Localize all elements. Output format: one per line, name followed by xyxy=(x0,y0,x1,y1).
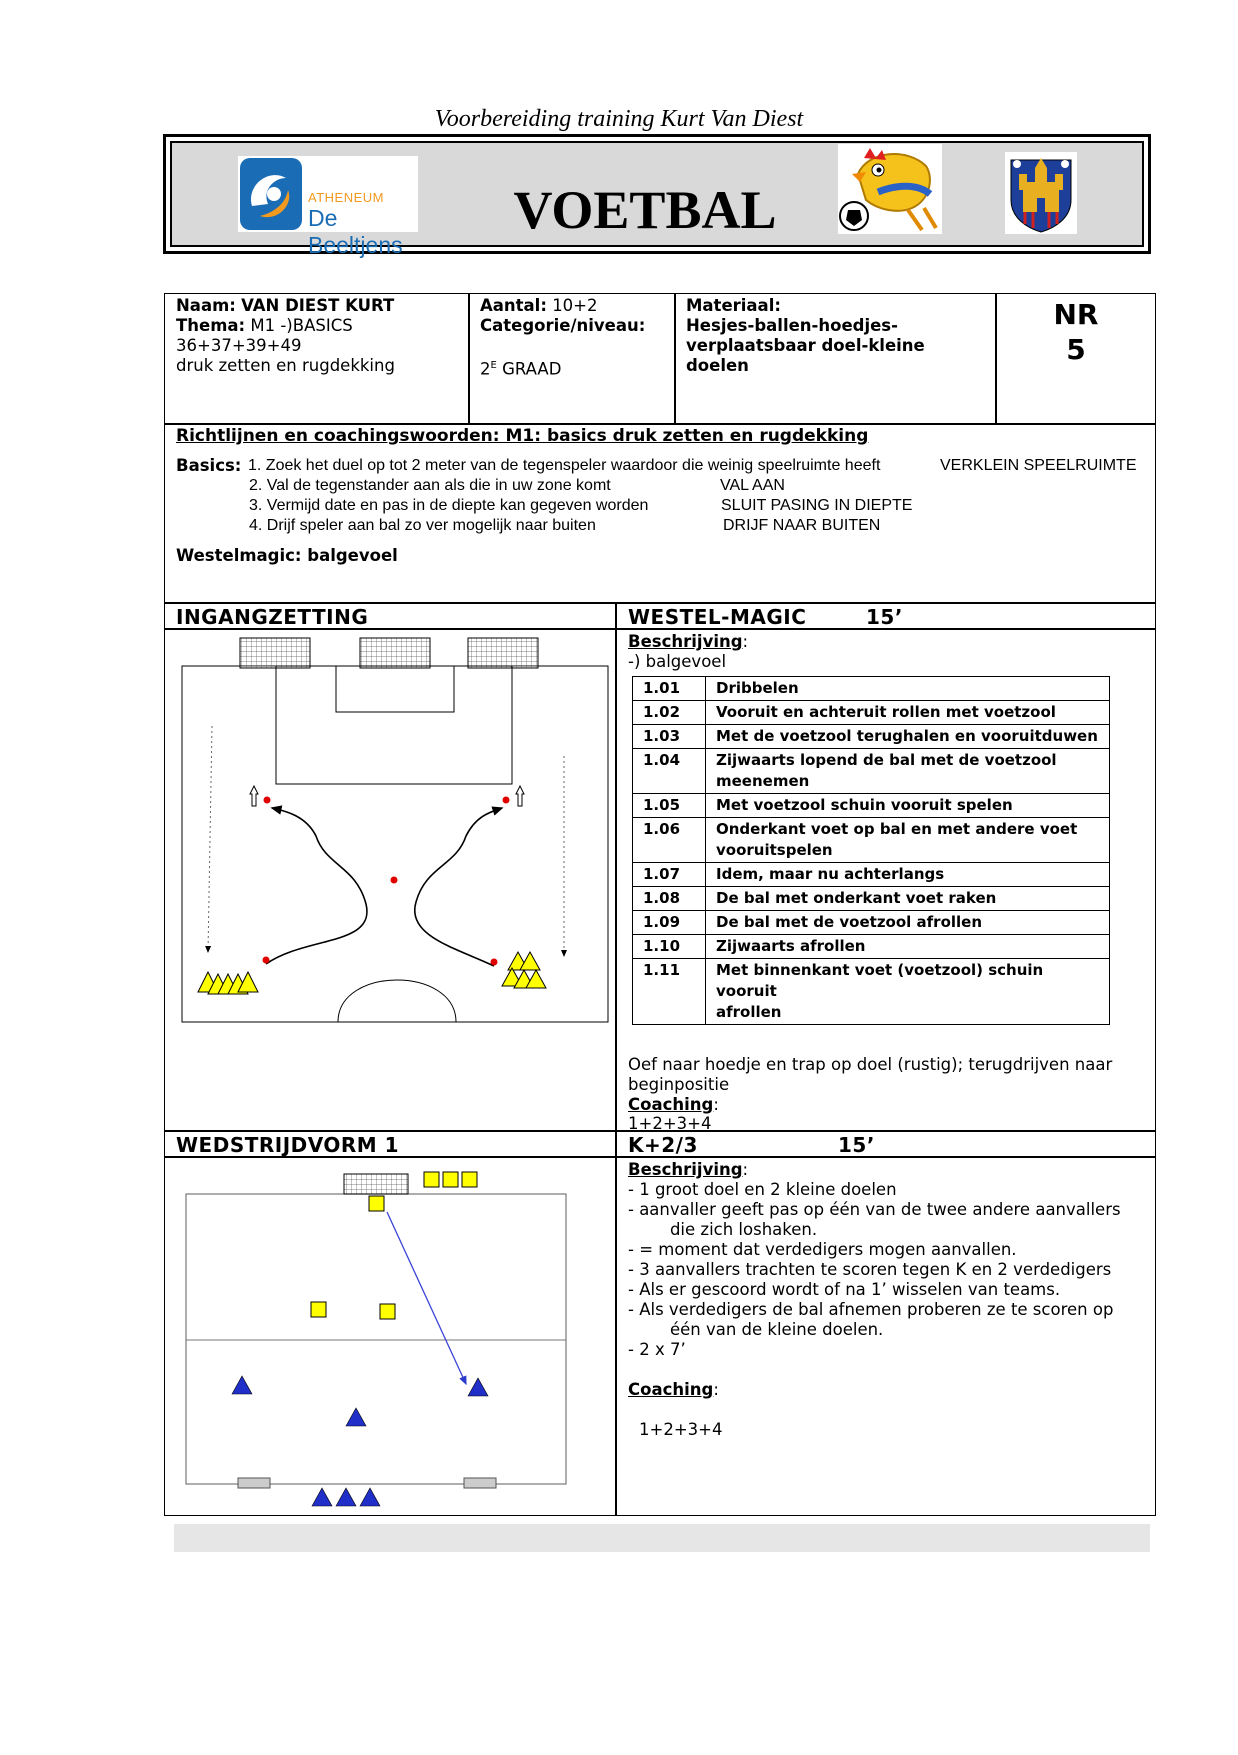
aantal-label: Aantal: xyxy=(480,296,547,315)
goal-icon xyxy=(360,638,430,668)
page-title: VOETBAL xyxy=(513,180,777,240)
exercise-description xyxy=(706,911,1110,935)
materiaal-line-3: doelen xyxy=(686,356,749,375)
exercise-row xyxy=(633,935,1110,959)
thema-row xyxy=(176,316,353,336)
exercise-row xyxy=(633,818,1110,863)
exercise-line: Onderkant voet op bal en met andere voet xyxy=(716,820,1078,838)
exercise-line: De bal met onderkant voet raken xyxy=(716,889,997,907)
exercise-row xyxy=(633,863,1110,887)
basics-keyword-1: VERKLEIN SPEELRUIMTE xyxy=(940,457,1137,474)
cone-icon xyxy=(312,1488,332,1506)
basics-item-1: 1. Zoek het duel op tot 2 meter van de tegenspeler waardoor die weinig speelruimte heeft xyxy=(248,457,881,474)
exercise-line: De bal met de voetzool afrollen xyxy=(716,913,983,931)
section1-oef-line2: beginpositie xyxy=(628,1075,730,1094)
exercise-description xyxy=(706,701,1110,725)
exercise-line: Met binnenkant voet (voetzool) schuin vooruit xyxy=(716,961,1044,1000)
graad-sup: E xyxy=(490,360,497,371)
basics-keyword-4: DRIJF NAAR BUITEN xyxy=(723,517,881,534)
exercise-number: 1.05 xyxy=(633,794,706,818)
goal-icon xyxy=(240,638,310,668)
nr-value: 5 xyxy=(1066,333,1086,366)
goal-icon xyxy=(344,1174,408,1194)
exercise-line: Zijwaarts lopend de bal met de voetzool xyxy=(716,751,1057,769)
exercise-number: 1.06 xyxy=(633,818,706,863)
cone-icon xyxy=(443,1172,458,1187)
graad-num: 2 xyxy=(480,359,491,379)
thema-line2: 36+37+39+49 xyxy=(176,336,302,355)
section2-coaching: Coaching: xyxy=(628,1380,719,1399)
exercise-number: 1.11 xyxy=(633,959,706,1025)
goal-icon xyxy=(238,1478,270,1488)
section2-line-6: - Als er gescoord wordt of na 1’ wisselen van teams. xyxy=(628,1280,1061,1299)
section1-coaching-value: 1+2+3+4 xyxy=(628,1114,712,1133)
basics-item-4: 4. Drijf speler aan bal zo ver mogelijk naar buiten xyxy=(249,517,596,534)
materiaal-line-2: verplaatsbaar doel-kleine xyxy=(686,336,925,355)
exercise-row xyxy=(633,701,1110,725)
exercise-description xyxy=(706,959,1110,1025)
beschrijving-label: Beschrijving xyxy=(628,632,743,651)
section2-right-title: K+2/3 xyxy=(628,1133,698,1157)
section1-oef-line1: Oef naar hoedje en trap op doel (rustig); terugdrijven naar xyxy=(628,1055,1113,1074)
section1-right-title: WESTEL-MAGIC xyxy=(628,605,807,629)
cone-icon xyxy=(311,1302,326,1317)
section2-beschrijving: Beschrijving: xyxy=(628,1160,749,1179)
exercise-line: afrollen xyxy=(716,1003,782,1021)
naam-row xyxy=(176,296,394,316)
coaching-label: Coaching xyxy=(628,1095,714,1114)
materiaal-line-1: Hesjes-ballen-hoedjes- xyxy=(686,316,898,335)
exercise-table xyxy=(632,676,1110,1025)
section2-line-4: - = moment dat verdedigers mogen aanvallen. xyxy=(628,1240,1017,1259)
exercise-line: Zijwaarts afrollen xyxy=(716,937,866,955)
exercise-line: Met voetzool schuin vooruit spelen xyxy=(716,796,1013,814)
coaching-label: Coaching xyxy=(628,1380,714,1399)
basics-keyword-3: SLUIT PASING IN DIEPTE xyxy=(721,497,913,514)
naam-label: Naam: xyxy=(176,296,236,315)
page-subtitle: Voorbereiding training Kurt Van Diest xyxy=(434,106,804,132)
exercise-line: meenemen xyxy=(716,772,810,790)
aantal-row xyxy=(480,296,598,316)
exercise-row xyxy=(633,959,1110,1025)
nr-label: NR xyxy=(1053,298,1099,331)
footer-bar xyxy=(174,1524,1150,1552)
westelmagic-line: Westelmagic: balgevoel xyxy=(176,546,398,565)
exercise-number: 1.08 xyxy=(633,887,706,911)
basics-item-3: 3. Vermijd date en pas in de diepte kan gegeven worden xyxy=(249,497,649,514)
exercise-number: 1.10 xyxy=(633,935,706,959)
exercise-row xyxy=(633,911,1110,935)
exercise-description xyxy=(706,749,1110,794)
section1-coaching: Coaching: xyxy=(628,1095,719,1114)
exercise-number: 1.09 xyxy=(633,911,706,935)
section2-line-8: één van de kleine doelen. xyxy=(628,1320,884,1339)
basics-label: Basics: xyxy=(176,456,242,475)
exercise-row xyxy=(633,887,1110,911)
exercise-number: 1.03 xyxy=(633,725,706,749)
exercise-line: Idem, maar nu achterlangs xyxy=(716,865,945,883)
section1-beschrijving: Beschrijving: xyxy=(628,632,749,651)
exercise-number: 1.07 xyxy=(633,863,706,887)
exercise-description xyxy=(706,935,1110,959)
aantal-value: 10+2 xyxy=(552,296,598,315)
exercise-description xyxy=(706,887,1110,911)
pitch-diagram xyxy=(176,636,616,1028)
section1-intro: -) balgevoel xyxy=(628,652,727,671)
exercise-number: 1.01 xyxy=(633,677,706,701)
cone-icon xyxy=(424,1172,439,1187)
categorie-label: Categorie/niveau: xyxy=(480,316,646,335)
match-diagram xyxy=(176,1164,596,1514)
cone-icon xyxy=(369,1196,384,1211)
city-coat-of-arms xyxy=(1005,152,1077,234)
cone-icon xyxy=(462,1172,477,1187)
thema-line3: druk zetten en rugdekking xyxy=(176,356,395,375)
exercise-line: Dribbelen xyxy=(716,679,799,697)
section2-line-5: - 3 aanvallers trachten te scoren tegen K en 2 verdedigers xyxy=(628,1260,1112,1279)
basics-keyword-2: VAL AAN xyxy=(720,477,785,494)
section2-line-1: - 1 groot doel en 2 kleine doelen xyxy=(628,1180,897,1199)
exercise-description xyxy=(706,794,1110,818)
section2-line-7: - Als verdedigers de bal afnemen proberen ze te scoren op xyxy=(628,1300,1114,1319)
section2-left-title: WEDSTRIJDVORM 1 xyxy=(176,1133,400,1157)
atheneum-logo xyxy=(238,156,418,258)
exercise-description xyxy=(706,863,1110,887)
exercise-description xyxy=(706,677,1110,701)
logo-big-text: De Beeltjens xyxy=(308,205,403,258)
section1-left-title: INGANGZETTING xyxy=(176,605,369,629)
exercise-number: 1.04 xyxy=(633,749,706,794)
section2-line-3: die zich loshaken. xyxy=(628,1220,818,1239)
thema-label: Thema: xyxy=(176,316,246,335)
goal-icon xyxy=(468,638,538,668)
graad-text: GRAAD xyxy=(502,359,562,379)
section1-time: 15’ xyxy=(866,605,903,629)
cone-icon xyxy=(360,1488,380,1506)
rooster-mascot-logo xyxy=(838,144,942,234)
materiaal-label: Materiaal: xyxy=(686,296,781,315)
exercise-description xyxy=(706,725,1110,749)
section2-time: 15’ xyxy=(838,1133,875,1157)
guidelines-heading: Richtlijnen en coachingswoorden: M1: basics druk zetten en rugdekking xyxy=(176,426,869,446)
exercise-row xyxy=(633,677,1110,701)
section2-line-9: - 2 x 7’ xyxy=(628,1340,686,1359)
cone-icon xyxy=(380,1304,395,1319)
cone-icon xyxy=(336,1488,356,1506)
goal-icon xyxy=(464,1478,496,1488)
exercise-number: 1.02 xyxy=(633,701,706,725)
naam-value: VAN DIEST KURT xyxy=(241,296,395,315)
beschrijving-label: Beschrijving xyxy=(628,1160,743,1179)
exercise-row xyxy=(633,725,1110,749)
basics-item-2: 2. Val de tegenstander aan als die in uw zone komt xyxy=(249,477,611,494)
exercise-description xyxy=(706,818,1110,863)
section2-coaching-value: 1+2+3+4 xyxy=(639,1420,723,1439)
exercise-row xyxy=(633,794,1110,818)
thema-value: M1 -)BASICS xyxy=(250,316,353,335)
exercise-line: Met de voetzool terughalen en vooruitduwen xyxy=(716,727,1098,745)
logo-small-text: ATHENEUM xyxy=(308,190,384,205)
exercise-row xyxy=(633,749,1110,794)
exercise-line: vooruitspelen xyxy=(716,841,833,859)
graad-row xyxy=(480,356,561,380)
exercise-line: Vooruit en achteruit rollen met voetzool xyxy=(716,703,1056,721)
section2-line-2: - aanvaller geeft pas op één van de twee andere aanvallers xyxy=(628,1200,1121,1219)
